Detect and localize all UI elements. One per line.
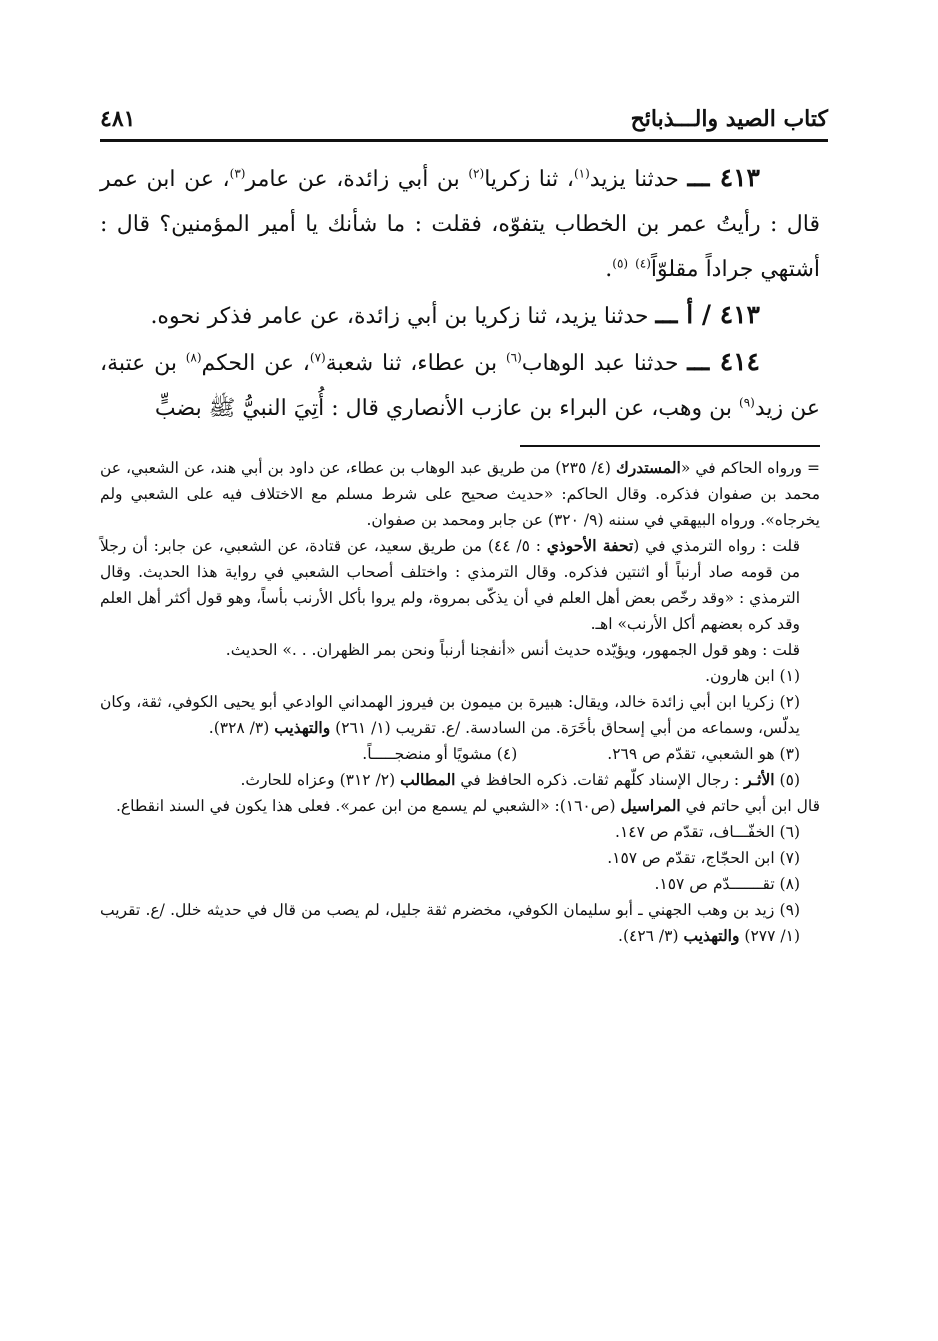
hadith-text: بن عتبة، عن زيد bbox=[100, 351, 820, 421]
hadith-number: ٤١٤ ـــ bbox=[687, 347, 760, 376]
hadith-text: ، عن الحكم bbox=[201, 351, 310, 376]
footnote-separator bbox=[520, 445, 820, 447]
hadith-text: حدثنا يزيد bbox=[589, 167, 688, 192]
footnote-5 bbox=[100, 767, 820, 793]
footnote-text: قال ابن أبي حاتم في bbox=[680, 797, 820, 815]
footnote-continuation bbox=[100, 455, 820, 533]
footnote-text: (٤/ ٢٣٥) من طريق عبد الوهاب بن عطاء، عن داود بن أبي هند، عن الشعبي، عن محمد بن صفوان فذكره. وقال الحاكم: «حديث صحيح على شرط مسلم مع الاختلاف فيه على الشعبي ولم يخرجاه». ورواه البيهقي في سننه (٩/ ٣٢٠) عن جابر ومحمد بن صفوان. bbox=[100, 459, 820, 529]
source-title: تحفة الأحوذي bbox=[546, 536, 634, 555]
source-title: المستدرك bbox=[615, 458, 681, 477]
source-title: والتهذيب bbox=[274, 718, 331, 737]
footnote-text: (٩) زيد بن وهب الجهني ـ أبو سليمان الكوفي، مخضرم ثقة جليل، لم يصب من قال في حديثه خلل. /ع. تقريب (١/ ٢٧٧) bbox=[100, 901, 800, 945]
footnote-8: (٨) تقـــــــدّم ص ١٥٧. bbox=[654, 875, 800, 893]
hadith-text: . bbox=[605, 257, 613, 282]
footnote-ref: (٤) bbox=[635, 256, 651, 271]
page-header bbox=[100, 92, 828, 132]
footnote-2 bbox=[100, 689, 820, 741]
hadith-text: بن عطاء، ثنا شعبة bbox=[325, 351, 506, 376]
footnote-ref: (٣) bbox=[229, 166, 246, 181]
source-title: الأثـر bbox=[744, 770, 775, 789]
hadith-text: بن أبي زائدة، عن عامر bbox=[245, 167, 469, 192]
footnote-ref: (٩) bbox=[739, 395, 755, 410]
running-title: كتاب الصيد والـــذبائح bbox=[630, 106, 828, 132]
hadith-text: بن وهب، عن البراء بن عازب الأنصاري قال : أُتِيَ النبيُّ ﷺ بضبٍّ bbox=[154, 396, 739, 421]
source-title: والتهذيب bbox=[683, 926, 740, 945]
footnote-text: = ورواه الحاكم في « bbox=[680, 459, 821, 477]
hadith-number: ٤١٣ ـــ bbox=[687, 163, 760, 192]
footnote-text: (٢/ ٣١٢) وعزاه للحارث. bbox=[240, 771, 401, 789]
footnote-text: : ٥/ ٤٤) من طريق سعيد، عن قتادة، عن الشعبي، عن جابر: أن رجلاً من قومه صاد أرنباً أو اثنتين فذكره. وقال الترمذي : واختلف أصحاب الشعبي في رواية هذا الحديث. وقال الترمذي : «وقد رخّص بعض أهل العلم في أن يذكّى بمروة، ولم يروا بأكل الأرنب بأساً، وهو قول أكثر أهل العلم وقد كره بعضهم أكل الأرنب» اهـ. bbox=[100, 537, 800, 633]
hadith-text: ، عن ابن عمر قال : رأيتُ عمر بن الخطاب يتفوّه، فقلت : ما شأنك يا أمير المؤمنين؟ قال : أشتهي جراداً مقلوّاً bbox=[100, 167, 820, 282]
source-title: المراسيل bbox=[620, 796, 681, 815]
footnote-text: (٣/ ٤٢٦). bbox=[618, 927, 684, 945]
footnote-text: (٣/ ٣٢٨). bbox=[208, 719, 275, 737]
footnote-ref: (٢) bbox=[468, 166, 485, 181]
footnote-3: (٣) هو الشعبي، تقدّم ص ٢٦٩. bbox=[607, 745, 800, 763]
header-rule bbox=[100, 139, 828, 142]
footnote-ref: (٥) bbox=[612, 256, 629, 271]
footnote-4: (٤) مشويًا أو منضجـــــاً. bbox=[362, 745, 518, 763]
hadith-text: حدثنا عبد الوهاب bbox=[521, 351, 688, 376]
source-title: المطالب bbox=[400, 770, 456, 789]
hadith-text: ، ثنا زكريا bbox=[484, 167, 574, 192]
footnote-7: (٧) ابن الحجّاج، تقدّم ص ١٥٧. bbox=[607, 849, 800, 867]
hadith-413 bbox=[100, 155, 820, 292]
footnote-3-4 bbox=[100, 741, 820, 767]
footnote-comment: قلت : وهو قول الجمهور، ويؤيّده حديث أنس «أنفجنا أرنباً ونحن بمر الظهران. . .» الحديث. bbox=[225, 641, 800, 659]
page-number: ٤٨١ bbox=[100, 106, 136, 132]
footnotes bbox=[100, 455, 820, 949]
footnote-ref: (٧) bbox=[309, 350, 326, 365]
hadith-number: ٤١٣ / أ ـــ bbox=[655, 300, 760, 329]
footnote-6: (٦) الخفّـــاف، تقدّم ص ١٤٧. bbox=[615, 823, 800, 841]
footnote-text: (٥) bbox=[774, 771, 800, 789]
main-text bbox=[100, 155, 820, 431]
footnote-ref: (٨) bbox=[185, 350, 202, 365]
hadith-text: حدثنا يزيد، ثنا زكريا بن أبي زائدة، عن عامر فذكر نحوه. bbox=[150, 304, 656, 329]
footnote-ref: (٦) bbox=[505, 350, 522, 365]
footnote-text: (٢) زكريا ابن أبي زائدة خالد، ويقال: هبيرة بن ميمون بن فيروز الهمداني الوادعي أبو يحيى الكوفي، ثقة، وكان يدلّس، وسماعه من أبي إسحاق بأخَرَة. من السادسة. /ع. تقريب (١/ ٢٦١) bbox=[100, 693, 800, 737]
hadith-413a bbox=[100, 292, 820, 339]
footnote-1: (١) ابن هارون. bbox=[705, 667, 800, 685]
footnote-comment bbox=[100, 533, 820, 637]
footnote-text: (ص١٦٠): «الشعبي لم يسمع من ابن عمر». فعلى هذا يكون في السند انقطاع. bbox=[115, 797, 621, 815]
footnote-text: : رجال الإسناد كلّهم ثقات. ذكره الحافظ في bbox=[455, 771, 745, 789]
footnote-text: قلت : رواه الترمذي في ( bbox=[633, 537, 800, 555]
footnote-5-continued bbox=[100, 793, 820, 819]
footnote-ref: (١) bbox=[573, 166, 590, 181]
footnote-9 bbox=[100, 897, 820, 949]
hadith-414 bbox=[100, 339, 820, 431]
